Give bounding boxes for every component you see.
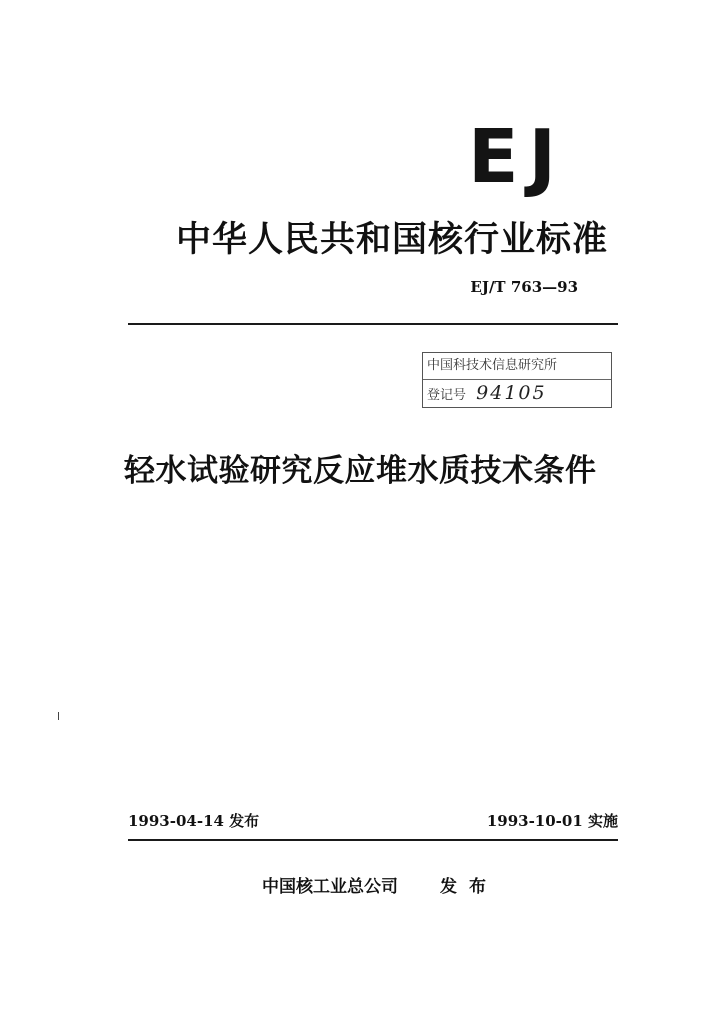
stamp-register-label: 登记号 [427, 388, 467, 403]
industry-standard-title: 中华人民共和国核行业标准 [176, 220, 609, 260]
publish-label: 发布 [440, 877, 498, 897]
stamp-line-2 [423, 379, 611, 406]
publisher-name: 中国核工业总公司 [262, 877, 398, 897]
issue-date: 1993-04-14 发布 [128, 812, 260, 830]
scan-speck [58, 712, 59, 720]
ej-logo: EJ [468, 114, 567, 200]
top-divider [128, 323, 618, 325]
standard-number: EJ/T 763—93 [470, 278, 578, 296]
bottom-divider [128, 839, 618, 841]
effective-date: 1993-10-01 实施 [486, 812, 618, 830]
stamp-line-1: 中国科技术信息研究所 [427, 358, 558, 373]
library-stamp [422, 352, 612, 408]
stamp-register-number: 94105 [476, 382, 547, 404]
document-title: 轻水试验研究反应堆水质技术条件 [124, 453, 597, 489]
